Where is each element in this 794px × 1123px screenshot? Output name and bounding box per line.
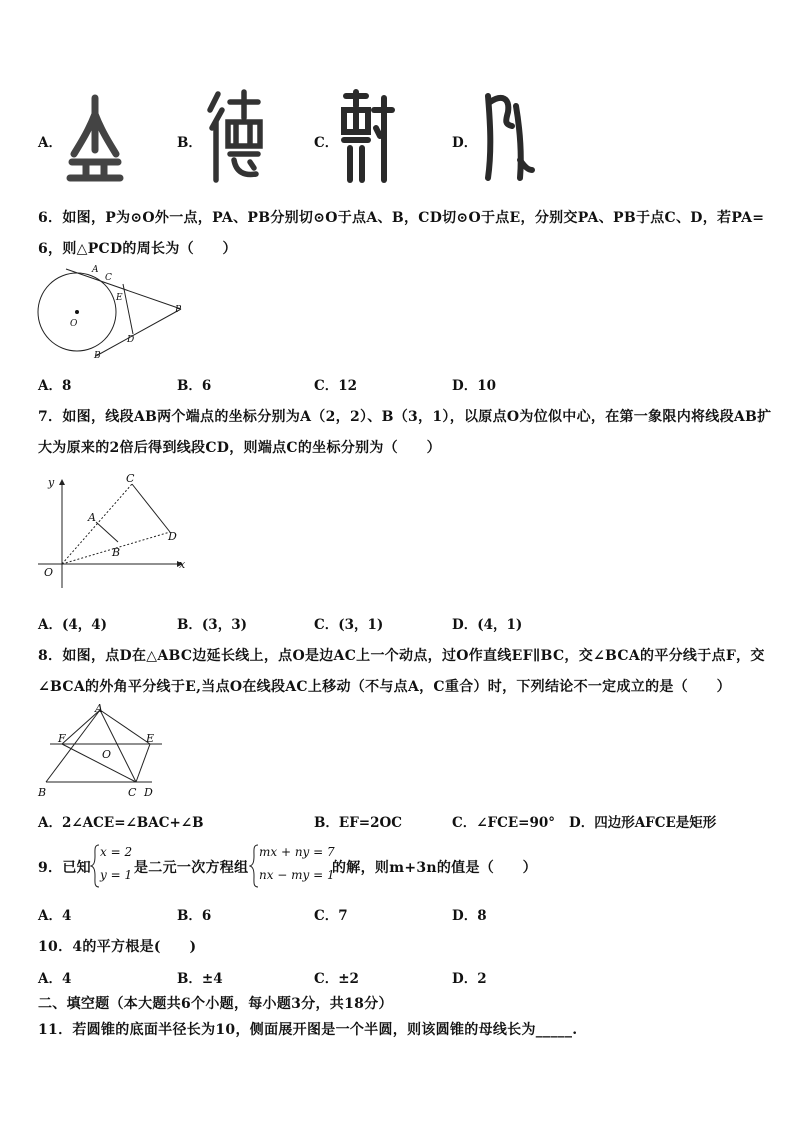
q6-label-a: A	[92, 265, 99, 275]
q8-label-e: E	[146, 732, 155, 745]
q8-option-a: A．2∠ACE=∠BAC+∠B	[38, 815, 204, 831]
q7-label-b: B	[112, 546, 121, 559]
q8-option-b: B．EF=2OC	[314, 815, 402, 831]
q5-option-c-glyph	[340, 88, 396, 186]
q9-suffix: 的解，则m+3n的值是（ ）	[332, 860, 537, 876]
q7-label-d: D	[168, 530, 177, 543]
q6-option-b: B．6	[177, 378, 212, 394]
q6-option-a: A．8	[38, 378, 72, 394]
q8-label-o: O	[102, 748, 112, 761]
q5-option-b-glyph	[204, 88, 264, 186]
q8-segment-ae	[100, 710, 150, 744]
q6-label-c: C	[105, 273, 112, 283]
q8-stem-line2: ∠BCA的外角平分线于E,当点O在线段AC上移动（不与点A，C重合）时，下列结论不一定成立的是（ ）	[38, 679, 731, 695]
q9-system1-top: x = 2	[100, 845, 133, 859]
q6-label-b: B	[94, 351, 101, 361]
q9-middle: 是二元一次方程组	[134, 860, 249, 876]
q7-label-a: A	[88, 511, 96, 524]
q9-option-c: C．7	[314, 908, 348, 924]
q5-option-b-label: B．	[177, 135, 202, 151]
q8-side-ac	[100, 710, 136, 782]
q7-stem-line2: 大为原来的2倍后得到线段CD，则端点C的坐标分别为（ ）	[38, 440, 441, 456]
q7-dashed-oc	[62, 484, 132, 564]
q7-segment-ab	[96, 522, 118, 542]
q11-stem: 11．若圆锥的底面半径长为10，侧面展开图是一个半圆，则该圆锥的母线长为_____.	[38, 1022, 578, 1038]
q8-segment-ec	[136, 744, 150, 782]
q6-stem-line2: 6，则△PCD的周长为（ ）	[38, 241, 237, 257]
q8-label-d: D	[144, 786, 153, 799]
q7-option-b: B．(3，3)	[177, 617, 247, 633]
q8-segment-af	[62, 710, 100, 744]
q8-option-c: C．∠FCE=90°	[452, 815, 556, 831]
q6-center-dot	[75, 310, 79, 314]
q6-label-e: E	[116, 293, 123, 303]
q5-option-a-glyph	[66, 92, 124, 186]
q6-label-d: D	[127, 335, 135, 345]
q6-tangent-pb	[96, 309, 181, 356]
q7-label-y: y	[48, 476, 55, 489]
q5-option-a-label: A．	[38, 135, 62, 151]
q10-option-d: D．2	[452, 971, 487, 987]
q9-option-d: D．8	[452, 908, 487, 924]
q8-label-c: C	[128, 786, 137, 799]
q8-label-f: F	[58, 732, 66, 745]
q7-option-d: D．(4，1)	[452, 617, 523, 633]
q7-figure	[34, 470, 194, 590]
q9-prefix: 9．已知	[38, 860, 91, 876]
q6-option-d: D．10	[452, 378, 496, 394]
section-heading: 二、填空题（本大题共6个小题，每小题3分，共18分）	[38, 996, 393, 1012]
q9-option-a: A．4	[38, 908, 72, 924]
q8-label-b: B	[38, 786, 47, 799]
q7-option-a: A．(4，4)	[38, 617, 108, 633]
q7-option-c: C．(3，1)	[314, 617, 384, 633]
q5-option-c-label: C．	[314, 135, 339, 151]
q9-brace-2	[249, 844, 259, 888]
q8-option-d: D．四边形AFCE是矩形	[569, 815, 717, 831]
q10-stem: 10．4的平方根是( )	[38, 939, 197, 955]
q7-segment-cd	[132, 484, 170, 532]
q9-brace-1	[90, 844, 100, 888]
q8-segment-fc	[62, 744, 136, 782]
q9-system2-top: mx + ny = 7	[259, 845, 335, 859]
q8-label-a: A	[95, 702, 103, 715]
q7-label-x: x	[179, 558, 186, 571]
q7-stem-line1: 7．如图，线段AB两个端点的坐标分别为A（2，2）、B（3，1），以原点O为位似中心，在第一象限内将线段AB扩	[38, 409, 772, 425]
q6-label-o: O	[70, 319, 78, 329]
q6-stem-line1: 6．如图，P为⊙O外一点，PA、PB分别切⊙O于点A、B，CD切⊙O于点E，分别交PA、PB于点C、D，若PA=	[38, 210, 765, 226]
q7-label-c: C	[126, 472, 135, 485]
q9-system1-bottom: y = 1	[100, 868, 133, 882]
q6-label-p: P	[175, 305, 182, 315]
q5-option-d-glyph	[480, 90, 536, 184]
q9-option-b: B．6	[177, 908, 212, 924]
q7-label-o: O	[44, 566, 54, 579]
q10-option-b: B．±4	[177, 971, 223, 987]
q9-system2-bottom: nx − my = 1	[259, 868, 335, 882]
q5-option-d-label: D．	[452, 135, 478, 151]
q8-figure	[36, 702, 164, 800]
q8-stem-line1: 8．如图，点D在△ABC边延长线上，点O是边AC上一个动点，过O作直线EF∥BC，交∠BCA的平分线于点F，交	[38, 648, 765, 664]
q10-option-a: A．4	[38, 971, 72, 987]
q6-figure	[30, 262, 200, 362]
q8-side-ab	[46, 710, 100, 782]
q10-option-c: C．±2	[314, 971, 359, 987]
q6-option-c: C．12	[314, 378, 358, 394]
